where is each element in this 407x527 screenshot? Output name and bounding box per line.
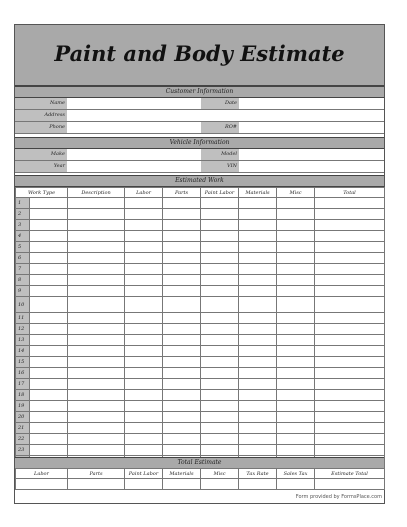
work-row (16, 253, 385, 264)
total-cell[interactable] (315, 264, 385, 275)
row-number: 18 (16, 390, 30, 401)
total-cell[interactable] (315, 401, 385, 412)
misc-cell[interactable] (277, 379, 315, 390)
labor-cell[interactable] (125, 445, 163, 456)
misc-cell[interactable] (277, 324, 315, 335)
labor-header: Labor (125, 188, 163, 198)
total-cell[interactable] (315, 346, 385, 357)
misc-cell[interactable] (277, 412, 315, 423)
materials-header: Materials (239, 188, 277, 198)
paint-labor-header: Paint Labor (201, 188, 239, 198)
misc-cell[interactable] (277, 286, 315, 297)
parts-cell[interactable] (163, 445, 201, 456)
description-cell[interactable] (68, 390, 125, 401)
work-type-cell[interactable] (30, 368, 68, 379)
customer-row-address (15, 110, 384, 122)
description-cell[interactable] (68, 423, 125, 434)
labor-cell[interactable] (125, 198, 163, 209)
total-cell[interactable] (315, 423, 385, 434)
estimate-form (14, 24, 385, 504)
total-cell[interactable] (315, 445, 385, 456)
make-field[interactable] (67, 149, 201, 160)
work-type-cell[interactable] (30, 253, 68, 264)
work-type-cell[interactable] (30, 297, 68, 313)
work-row (16, 379, 385, 390)
total-cell[interactable] (315, 231, 385, 242)
work-row (16, 275, 385, 286)
customer-row-name (15, 98, 384, 110)
materials-cell[interactable] (239, 390, 277, 401)
work-row (16, 324, 385, 335)
row-number: 8 (16, 275, 30, 286)
misc-cell[interactable] (277, 231, 315, 242)
totals-estimate-total-cell[interactable] (315, 479, 385, 490)
paint-labor-cell[interactable] (201, 445, 239, 456)
ro-field[interactable] (239, 122, 384, 133)
paint-labor-cell[interactable] (201, 401, 239, 412)
paint-labor-cell[interactable] (201, 209, 239, 220)
paint-labor-cell[interactable] (201, 379, 239, 390)
total-cell[interactable] (315, 313, 385, 324)
vin-field[interactable] (239, 161, 384, 172)
work-type-cell[interactable] (30, 313, 68, 324)
work-row (16, 220, 385, 231)
customer-section-header: Customer Information (15, 86, 384, 98)
paint-labor-cell[interactable] (201, 264, 239, 275)
parts-cell[interactable] (163, 379, 201, 390)
totals-misc-cell[interactable] (201, 479, 239, 490)
labor-cell[interactable] (125, 313, 163, 324)
parts-cell[interactable] (163, 434, 201, 445)
materials-cell[interactable] (239, 198, 277, 209)
title-banner (15, 25, 384, 86)
parts-cell[interactable] (163, 286, 201, 297)
description-cell[interactable] (68, 335, 125, 346)
description-cell[interactable] (68, 357, 125, 368)
description-cell[interactable] (68, 346, 125, 357)
description-cell[interactable] (68, 253, 125, 264)
materials-cell[interactable] (239, 275, 277, 286)
work-row (16, 335, 385, 346)
work-type-header: Work Type (16, 188, 68, 198)
misc-cell[interactable] (277, 275, 315, 286)
row-number: 17 (16, 379, 30, 390)
description-cell[interactable] (68, 231, 125, 242)
labor-cell[interactable] (125, 275, 163, 286)
paint-labor-cell[interactable] (201, 368, 239, 379)
paint-labor-cell[interactable] (201, 275, 239, 286)
work-type-cell[interactable] (30, 231, 68, 242)
misc-cell[interactable] (277, 209, 315, 220)
work-row (16, 423, 385, 434)
total-cell[interactable] (315, 324, 385, 335)
labor-cell[interactable] (125, 324, 163, 335)
work-row (16, 434, 385, 445)
total-cell[interactable] (315, 242, 385, 253)
misc-cell[interactable] (277, 401, 315, 412)
totals-table (15, 468, 385, 490)
row-number: 1 (16, 198, 30, 209)
paint-labor-cell[interactable] (201, 231, 239, 242)
work-section-header: Estimated Work (15, 175, 384, 187)
totals-parts-header: Parts (68, 469, 125, 479)
total-cell[interactable] (315, 412, 385, 423)
paint-labor-cell[interactable] (201, 253, 239, 264)
materials-cell[interactable] (239, 209, 277, 220)
work-type-cell[interactable] (30, 264, 68, 275)
vin-label: VIN (201, 161, 239, 172)
work-type-cell[interactable] (30, 412, 68, 423)
materials-cell[interactable] (239, 286, 277, 297)
customer-row-phone (15, 122, 384, 134)
make-label: Make (15, 149, 67, 160)
model-label: Model (201, 149, 239, 160)
row-number: 22 (16, 434, 30, 445)
parts-cell[interactable] (163, 313, 201, 324)
row-number: 20 (16, 412, 30, 423)
work-row (16, 390, 385, 401)
description-cell[interactable] (68, 434, 125, 445)
labor-cell[interactable] (125, 379, 163, 390)
description-cell[interactable] (68, 445, 125, 456)
model-field[interactable] (239, 149, 384, 160)
parts-cell[interactable] (163, 368, 201, 379)
paint-labor-cell[interactable] (201, 297, 239, 313)
total-cell[interactable] (315, 286, 385, 297)
parts-cell[interactable] (163, 264, 201, 275)
row-number: 10 (16, 297, 30, 313)
work-row (16, 297, 385, 313)
row-number: 14 (16, 346, 30, 357)
work-type-cell[interactable] (30, 220, 68, 231)
totals-materials-header: Materials (163, 469, 201, 479)
parts-cell[interactable] (163, 324, 201, 335)
labor-cell[interactable] (125, 297, 163, 313)
labor-cell[interactable] (125, 335, 163, 346)
page-title: Paint and Body Estimate (54, 41, 345, 66)
misc-cell[interactable] (277, 423, 315, 434)
vehicle-section-header: Vehicle Information (15, 137, 384, 149)
totals-labor-header: Labor (16, 469, 68, 479)
materials-cell[interactable] (239, 445, 277, 456)
labor-cell[interactable] (125, 368, 163, 379)
date-label: Date (201, 98, 239, 109)
labor-cell[interactable] (125, 357, 163, 368)
misc-cell[interactable] (277, 434, 315, 445)
labor-cell[interactable] (125, 401, 163, 412)
row-number: 5 (16, 242, 30, 253)
total-cell[interactable] (315, 253, 385, 264)
labor-cell[interactable] (125, 231, 163, 242)
work-type-cell[interactable] (30, 401, 68, 412)
misc-cell[interactable] (277, 198, 315, 209)
labor-cell[interactable] (125, 209, 163, 220)
row-number: 16 (16, 368, 30, 379)
paint-labor-cell[interactable] (201, 313, 239, 324)
materials-cell[interactable] (239, 412, 277, 423)
phone-label: Phone (15, 122, 67, 133)
paint-labor-cell[interactable] (201, 335, 239, 346)
materials-cell[interactable] (239, 379, 277, 390)
labor-cell[interactable] (125, 220, 163, 231)
row-number: 13 (16, 335, 30, 346)
row-number: 6 (16, 253, 30, 264)
description-cell[interactable] (68, 313, 125, 324)
materials-cell[interactable] (239, 335, 277, 346)
materials-cell[interactable] (239, 220, 277, 231)
totals-tax-rate-cell[interactable] (239, 479, 277, 490)
work-type-cell[interactable] (30, 434, 68, 445)
description-header: Description (68, 188, 125, 198)
description-cell[interactable] (68, 220, 125, 231)
row-number: 9 (16, 286, 30, 297)
labor-cell[interactable] (125, 434, 163, 445)
totals-estimate-total-header: Estimate Total (315, 469, 385, 479)
work-type-cell[interactable] (30, 346, 68, 357)
misc-cell[interactable] (277, 220, 315, 231)
paint-labor-cell[interactable] (201, 423, 239, 434)
totals-sales-tax-cell[interactable] (277, 479, 315, 490)
totals-parts-cell[interactable] (68, 479, 125, 490)
description-cell[interactable] (68, 242, 125, 253)
misc-cell[interactable] (277, 335, 315, 346)
work-type-cell[interactable] (30, 335, 68, 346)
address-label: Address (15, 110, 67, 121)
labor-cell[interactable] (125, 423, 163, 434)
misc-cell[interactable] (277, 445, 315, 456)
work-row (16, 231, 385, 242)
row-number: 19 (16, 401, 30, 412)
totals-labor-cell[interactable] (16, 479, 68, 490)
paint-labor-cell[interactable] (201, 434, 239, 445)
total-cell[interactable] (315, 379, 385, 390)
description-cell[interactable] (68, 297, 125, 313)
misc-cell[interactable] (277, 253, 315, 264)
labor-cell[interactable] (125, 242, 163, 253)
total-cell[interactable] (315, 335, 385, 346)
paint-labor-cell[interactable] (201, 346, 239, 357)
work-type-cell[interactable] (30, 324, 68, 335)
parts-cell[interactable] (163, 357, 201, 368)
misc-cell[interactable] (277, 313, 315, 324)
misc-cell[interactable] (277, 390, 315, 401)
parts-cell[interactable] (163, 335, 201, 346)
materials-cell[interactable] (239, 368, 277, 379)
labor-cell[interactable] (125, 286, 163, 297)
misc-cell[interactable] (277, 368, 315, 379)
description-cell[interactable] (68, 198, 125, 209)
row-number: 7 (16, 264, 30, 275)
materials-cell[interactable] (239, 434, 277, 445)
work-row (16, 412, 385, 423)
name-label: Name (15, 98, 67, 109)
description-cell[interactable] (68, 368, 125, 379)
year-field[interactable] (67, 161, 201, 172)
work-table (15, 187, 385, 472)
paint-labor-cell[interactable] (201, 357, 239, 368)
materials-cell[interactable] (239, 423, 277, 434)
work-type-cell[interactable] (30, 390, 68, 401)
parts-cell[interactable] (163, 275, 201, 286)
work-row (16, 401, 385, 412)
total-cell[interactable] (315, 434, 385, 445)
work-row (16, 242, 385, 253)
parts-cell[interactable] (163, 253, 201, 264)
parts-cell[interactable] (163, 423, 201, 434)
description-cell[interactable] (68, 324, 125, 335)
labor-cell[interactable] (125, 253, 163, 264)
total-cell[interactable] (315, 368, 385, 379)
work-header-row (16, 188, 385, 198)
work-row (16, 357, 385, 368)
paint-labor-cell[interactable] (201, 198, 239, 209)
year-label: Year (15, 161, 67, 172)
work-row (16, 264, 385, 275)
total-header: Total (315, 188, 385, 198)
materials-cell[interactable] (239, 242, 277, 253)
row-number: 2 (16, 209, 30, 220)
materials-cell[interactable] (239, 297, 277, 313)
work-type-cell[interactable] (30, 423, 68, 434)
date-field[interactable] (239, 98, 384, 109)
address-field[interactable] (67, 110, 384, 121)
labor-cell[interactable] (125, 412, 163, 423)
totals-misc-header: Misc (201, 469, 239, 479)
work-row (16, 286, 385, 297)
name-field[interactable] (67, 98, 201, 109)
work-row (16, 209, 385, 220)
misc-cell[interactable] (277, 297, 315, 313)
materials-cell[interactable] (239, 313, 277, 324)
row-number: 12 (16, 324, 30, 335)
parts-cell[interactable] (163, 412, 201, 423)
work-row (16, 346, 385, 357)
total-cell[interactable] (315, 357, 385, 368)
vehicle-row-year (15, 161, 384, 173)
labor-cell[interactable] (125, 390, 163, 401)
parts-cell[interactable] (163, 346, 201, 357)
work-type-cell[interactable] (30, 198, 68, 209)
totals-header-row (16, 469, 385, 479)
total-cell[interactable] (315, 209, 385, 220)
totals-sales-tax-header: Sales Tax (277, 469, 315, 479)
total-cell[interactable] (315, 390, 385, 401)
row-number: 11 (16, 313, 30, 324)
labor-cell[interactable] (125, 264, 163, 275)
materials-cell[interactable] (239, 346, 277, 357)
parts-cell[interactable] (163, 231, 201, 242)
labor-cell[interactable] (125, 346, 163, 357)
parts-cell[interactable] (163, 209, 201, 220)
misc-cell[interactable] (277, 264, 315, 275)
materials-cell[interactable] (239, 401, 277, 412)
description-cell[interactable] (68, 275, 125, 286)
description-cell[interactable] (68, 379, 125, 390)
paint-labor-cell[interactable] (201, 412, 239, 423)
work-row (16, 368, 385, 379)
row-number: 3 (16, 220, 30, 231)
paint-labor-cell[interactable] (201, 220, 239, 231)
materials-cell[interactable] (239, 264, 277, 275)
description-cell[interactable] (68, 264, 125, 275)
work-row (16, 313, 385, 324)
description-cell[interactable] (68, 401, 125, 412)
totals-section-header: Total Estimate (15, 457, 384, 469)
misc-cell[interactable] (277, 357, 315, 368)
work-type-cell[interactable] (30, 357, 68, 368)
misc-cell[interactable] (277, 242, 315, 253)
work-row (16, 198, 385, 209)
misc-header: Misc (277, 188, 315, 198)
materials-cell[interactable] (239, 231, 277, 242)
vehicle-row-make (15, 149, 384, 161)
totals-paint-labor-cell[interactable] (125, 479, 163, 490)
total-cell[interactable] (315, 220, 385, 231)
parts-cell[interactable] (163, 390, 201, 401)
parts-cell[interactable] (163, 401, 201, 412)
parts-cell[interactable] (163, 198, 201, 209)
work-type-cell[interactable] (30, 286, 68, 297)
row-number: 4 (16, 231, 30, 242)
description-cell[interactable] (68, 209, 125, 220)
parts-cell[interactable] (163, 297, 201, 313)
work-type-cell[interactable] (30, 242, 68, 253)
paint-labor-cell[interactable] (201, 390, 239, 401)
paint-labor-cell[interactable] (201, 324, 239, 335)
work-type-cell[interactable] (30, 209, 68, 220)
totals-tax-rate-header: Tax Rate (239, 469, 277, 479)
ro-label: RO# (201, 122, 239, 133)
misc-cell[interactable] (277, 346, 315, 357)
materials-cell[interactable] (239, 324, 277, 335)
paint-labor-cell[interactable] (201, 242, 239, 253)
work-type-cell[interactable] (30, 445, 68, 456)
row-number: 23 (16, 445, 30, 456)
footer-credit: Form provided by FormsPlace.com (295, 494, 382, 500)
paint-labor-cell[interactable] (201, 286, 239, 297)
total-cell[interactable] (315, 297, 385, 313)
phone-field[interactable] (67, 122, 201, 133)
row-number: 21 (16, 423, 30, 434)
parts-cell[interactable] (163, 220, 201, 231)
total-cell[interactable] (315, 198, 385, 209)
totals-materials-cell[interactable] (163, 479, 201, 490)
total-cell[interactable] (315, 275, 385, 286)
materials-cell[interactable] (239, 357, 277, 368)
work-type-cell[interactable] (30, 379, 68, 390)
work-row (16, 445, 385, 456)
totals-paint-labor-header: Paint Labor (125, 469, 163, 479)
materials-cell[interactable] (239, 253, 277, 264)
totals-value-row (16, 479, 385, 490)
work-type-cell[interactable] (30, 275, 68, 286)
description-cell[interactable] (68, 412, 125, 423)
description-cell[interactable] (68, 286, 125, 297)
row-number: 15 (16, 357, 30, 368)
parts-cell[interactable] (163, 242, 201, 253)
parts-header: Parts (163, 188, 201, 198)
